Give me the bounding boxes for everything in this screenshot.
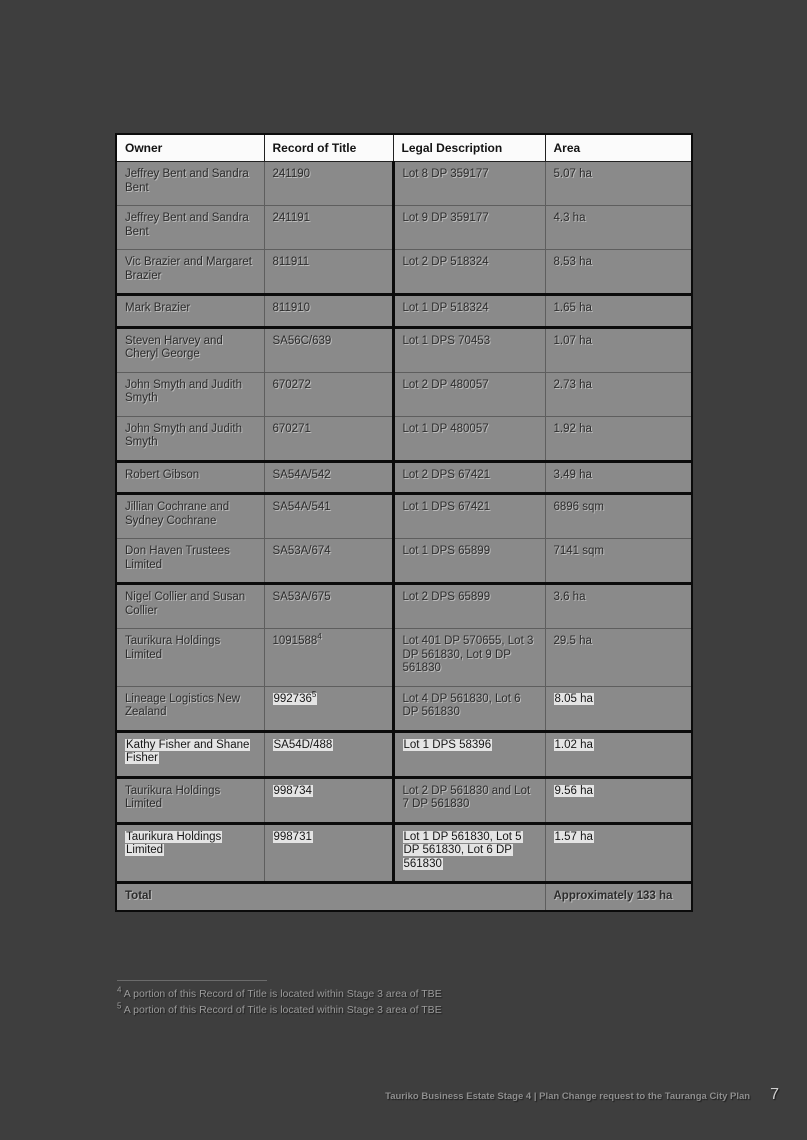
legal-description-cell: Lot 1 DPS 67421 <box>393 494 545 539</box>
footnote-reference: 4 <box>317 632 322 642</box>
legal-description-cell: Lot 9 DP 359177 <box>393 206 545 250</box>
footnote-separator <box>117 980 267 981</box>
column-header: Legal Description <box>393 134 545 162</box>
record-of-title-cell: SA56C/639 <box>264 327 393 372</box>
owner-cell: Don Haven Trustees Limited <box>116 539 264 584</box>
owner-cell: Nigel Collier and Susan Collier <box>116 584 264 629</box>
owner-cell: Mark Brazier <box>116 295 264 328</box>
legal-description-cell: Lot 4 DP 561830, Lot 6 DP 561830 <box>393 686 545 731</box>
footnote <box>117 986 587 1002</box>
table-row <box>116 372 692 416</box>
table-row <box>116 823 692 883</box>
record-of-title-cell: SA54A/542 <box>264 461 393 494</box>
table-row <box>116 162 692 206</box>
legal-description-cell: Lot 8 DP 359177 <box>393 162 545 206</box>
footnote-text: A portion of this Record of Title is located within Stage 3 area of TBE <box>123 988 442 1000</box>
area-cell: 4.3 ha <box>545 206 692 250</box>
record-of-title-cell: 811911 <box>264 250 393 295</box>
area-cell: 1.07 ha <box>545 327 692 372</box>
area-cell: 8.53 ha <box>545 250 692 295</box>
area-cell: 3.6 ha <box>545 584 692 629</box>
legal-description-cell: Lot 1 DPS 70453 <box>393 327 545 372</box>
area-cell: 1.57 ha <box>545 823 692 883</box>
record-of-title-cell: 998734 <box>264 777 393 823</box>
owner-cell: Lineage Logistics New Zealand <box>116 686 264 731</box>
column-header: Area <box>545 134 692 162</box>
owner-cell: John Smyth and Judith Smyth <box>116 372 264 416</box>
owner-cell: Robert Gibson <box>116 461 264 494</box>
table-row <box>116 206 692 250</box>
owner-cell: Taurikura Holdings Limited <box>116 629 264 687</box>
record-of-title-cell: 241191 <box>264 206 393 250</box>
total-area: Approximately 133 ha <box>545 883 692 911</box>
table-row <box>116 777 692 823</box>
owner-cell: Kathy Fisher and Shane Fisher <box>116 731 264 777</box>
owner-cell: John Smyth and Judith Smyth <box>116 416 264 461</box>
ownership-table <box>115 133 693 912</box>
record-of-title-cell: 998731 <box>264 823 393 883</box>
owner-cell: Taurikura Holdings Limited <box>116 823 264 883</box>
area-cell: 6896 sqm <box>545 494 692 539</box>
area-cell: 7141 sqm <box>545 539 692 584</box>
record-of-title-cell: 670272 <box>264 372 393 416</box>
legal-description-cell: Lot 2 DPS 65899 <box>393 584 545 629</box>
total-row <box>116 883 692 911</box>
area-cell: 1.02 ha <box>545 731 692 777</box>
table-header-row <box>116 134 692 162</box>
table-row <box>116 686 692 731</box>
owner-cell: Taurikura Holdings Limited <box>116 777 264 823</box>
footnote-text: A portion of this Record of Title is located within Stage 3 area of TBE <box>123 1004 442 1016</box>
area-cell: 8.05 ha <box>545 686 692 731</box>
footer-title: Tauriko Business Estate Stage 4 | Plan Change request to the Tauranga City Plan <box>385 1091 751 1102</box>
total-label: Total <box>116 883 545 911</box>
record-of-title-cell: SA54A/541 <box>264 494 393 539</box>
table-row <box>116 250 692 295</box>
table-row <box>116 327 692 372</box>
table-row <box>116 295 692 328</box>
record-of-title-cell: 1091588$^4$ <box>264 629 393 687</box>
record-of-title-cell: 992736$^5$ <box>264 686 393 731</box>
owner-cell: Steven Harvey and Cheryl George <box>116 327 264 372</box>
area-cell: 29.5 ha <box>545 629 692 687</box>
page-footer <box>115 1086 779 1104</box>
area-cell: 2.73 ha <box>545 372 692 416</box>
record-of-title-cell: 241190 <box>264 162 393 206</box>
table-row <box>116 629 692 687</box>
table-row <box>116 416 692 461</box>
area-cell: 5.07 ha <box>545 162 692 206</box>
area-cell: 1.65 ha <box>545 295 692 328</box>
legal-description-cell: Lot 1 DP 480057 <box>393 416 545 461</box>
record-of-title-cell: 670271 <box>264 416 393 461</box>
legal-description-cell: Lot 1 DPS 65899 <box>393 539 545 584</box>
legal-description-cell: Lot 1 DP 561830, Lot 5 DP 561830, Lot 6 DP 561830 <box>393 823 545 883</box>
footnotes <box>117 986 587 1018</box>
owner-cell: Jeffrey Bent and Sandra Bent <box>116 162 264 206</box>
area-cell: 1.92 ha <box>545 416 692 461</box>
legal-description-cell: Lot 2 DP 561830 and Lot 7 DP 561830 <box>393 777 545 823</box>
record-of-title-cell: SA54D/488 <box>264 731 393 777</box>
legal-description-cell: Lot 1 DP 518324 <box>393 295 545 328</box>
footnote <box>117 1002 587 1018</box>
area-cell: 9.56 ha <box>545 777 692 823</box>
column-header: Owner <box>116 134 264 162</box>
table-row <box>116 461 692 494</box>
footnote-reference: 5 <box>311 689 317 699</box>
legal-description-cell: Lot 2 DP 480057 <box>393 372 545 416</box>
page-number: 7 <box>770 1086 779 1103</box>
table-row <box>116 494 692 539</box>
record-of-title-cell: SA53A/675 <box>264 584 393 629</box>
table-row <box>116 584 692 629</box>
legal-description-cell: Lot 2 DP 518324 <box>393 250 545 295</box>
footnote-marker: 4 <box>117 985 122 995</box>
footnote-marker: 5 <box>117 1001 122 1011</box>
table-row <box>116 731 692 777</box>
record-of-title-cell: SA53A/674 <box>264 539 393 584</box>
owner-cell: Vic Brazier and Margaret Brazier <box>116 250 264 295</box>
owner-cell: Jillian Cochrane and Sydney Cochrane <box>116 494 264 539</box>
owner-cell: Jeffrey Bent and Sandra Bent <box>116 206 264 250</box>
record-of-title-cell: 811910 <box>264 295 393 328</box>
legal-description-cell: Lot 401 DP 570655, Lot 3 DP 561830, Lot 9 DP 561830 <box>393 629 545 687</box>
table-row <box>116 539 692 584</box>
legal-description-cell: Lot 2 DPS 67421 <box>393 461 545 494</box>
column-header: Record of Title <box>264 134 393 162</box>
legal-description-cell: Lot 1 DPS 58396 <box>393 731 545 777</box>
area-cell: 3.49 ha <box>545 461 692 494</box>
